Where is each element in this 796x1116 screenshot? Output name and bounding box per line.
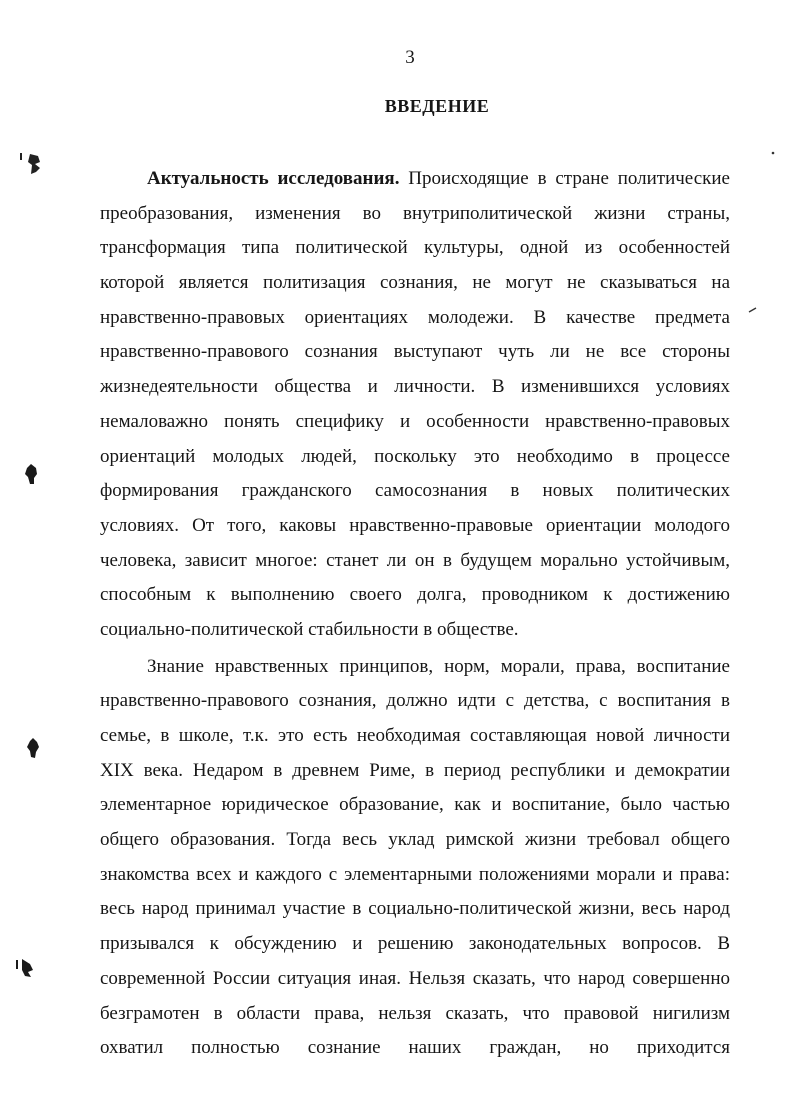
- paragraph-line: нравственно-правовых ориентациях молодежи. В качестве предмета: [100, 306, 730, 328]
- paragraph-line: общего образования. Тогда весь уклад римской жизни требовал общего: [100, 829, 730, 851]
- paragraph-line: Происходящие в стране политические: [399, 168, 730, 189]
- paragraph-line: формирования гражданского самосознания в новых политических: [100, 480, 730, 502]
- body-text: [100, 162, 730, 1066]
- paragraph-line: семье, в школе, т.к. это есть необходимая составляющая новой личности: [100, 725, 730, 746]
- paragraph-line: жизнедеятельности общества и личности. В изменившихся условиях: [100, 376, 730, 398]
- paragraph-line: социально-политической стабильности в обществе.: [100, 618, 519, 640]
- paragraph-line: нравственно-правового сознания, должно идти с детства, с воспитания в: [100, 690, 730, 712]
- paragraph-line: немаловажно понять специфику и особенности нравственно-правовых: [100, 410, 730, 432]
- scan-mark-icon: [22, 462, 40, 486]
- page-number: 3: [405, 47, 415, 68]
- scan-mark-icon: [24, 736, 42, 760]
- paragraph-line: трансформация типа политической культуры, одной из особенностей: [100, 237, 730, 259]
- paragraph-line: элементарное юридическое образование, как и воспитание, было частью: [100, 794, 730, 816]
- scan-speck-icon: [748, 306, 758, 314]
- paragraph-line: XIX века. Недаром в древнем Риме, в период республики и демократии: [100, 759, 730, 781]
- paragraph-line: способным к выполнению своего долга, проводником к достижению: [100, 584, 730, 606]
- paragraph-line: человека, зависит многое: станет ли он в будущем морально устойчивым,: [100, 549, 730, 571]
- paragraph-2-line-1: Знание нравственных принципов, норм, морали, права, воспитание: [147, 655, 730, 677]
- paragraph-line: преобразования, изменения во внутриполитической жизни страны,: [100, 202, 730, 224]
- scan-mark-icon: [14, 956, 36, 982]
- scan-mark-icon: [18, 150, 48, 178]
- scan-speck-icon: [770, 150, 776, 156]
- paragraph-line: безграмотен в области права, нельзя сказать, что правовой нигилизм: [100, 1002, 730, 1024]
- paragraph-line: современной России ситуация иная. Нельзя сказать, что народ совершенно: [100, 967, 730, 989]
- paragraph-line: условиях. От того, каковы нравственно-правовые ориентации молодого: [100, 514, 730, 536]
- paragraph-lead: Актуальность исследования.: [147, 168, 400, 189]
- paragraph-line: охватил полностью сознание наших граждан, но приходится: [100, 1037, 730, 1059]
- paragraph-line: призывался к обсуждению и решению законодательных вопросов. В: [100, 933, 730, 955]
- paragraph-line: знакомства всех и каждого с элементарными положениями морали и права:: [100, 863, 730, 885]
- paragraph-1-line-1: [100, 162, 730, 197]
- paragraph-line: которой является политизация сознания, не могут не сказываться на: [100, 272, 730, 294]
- paragraph-line: нравственно-правового сознания выступают чуть ли не все стороны: [100, 341, 730, 363]
- paragraph-line: весь народ принимал участие в социально-политической жизни, весь народ: [100, 898, 730, 920]
- section-title: ВВЕДЕНИЕ: [384, 96, 490, 116]
- paragraph-line: ориентаций молодых людей, поскольку это необходимо в процессе: [100, 445, 730, 467]
